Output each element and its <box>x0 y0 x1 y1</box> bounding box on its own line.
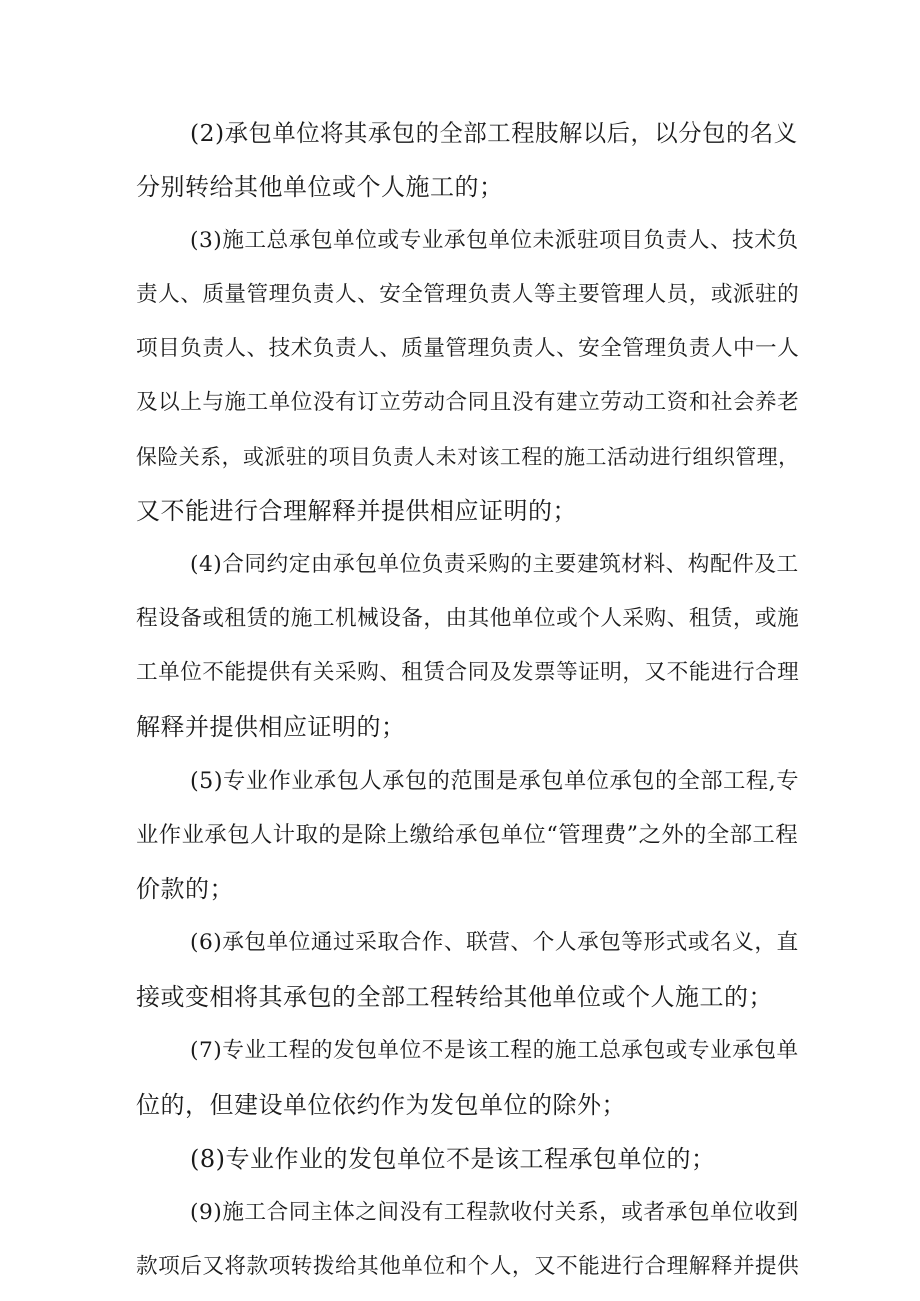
paragraph-9-line-1: (9)施工合同主体之间没有工程款收付关系，或者承包单位收到 <box>190 1200 799 1225</box>
paragraph-7-line-2: 位的，但建设单位依约作为发包单位的除外； <box>136 1091 626 1119</box>
paragraph-8-line-1: (8)专业作业的发包单位不是该工程承包单位的； <box>190 1145 716 1173</box>
paragraph-3-line-1: (3)施工总承包单位或专业承包单位未派驻项目负责人、技术负 <box>190 228 799 253</box>
paragraph-4-line-2: 程设备或租赁的施工机械设备，由其他单位或个人采购、租赁，或施 <box>136 606 800 631</box>
paragraph-5-line-1: (5)专业作业承包人承包的范围是承包单位承包的全部工程,专 <box>190 768 799 794</box>
paragraph-6-line-2: 接或变相将其承包的全部工程转给其他单位或个人施工的； <box>136 983 773 1011</box>
paragraph-3-line-3: 项目负责人、技术负责人、质量管理负责人、安全管理负责人中一人 <box>136 336 800 361</box>
paragraph-7-line-1: (7)专业工程的发包单位不是该工程的施工总承包或专业承包单 <box>190 1038 799 1063</box>
paragraph-5-line-2: 业作业承包人计取的是除上缴给承包单位“管理费”之外的全部工程 <box>136 822 799 848</box>
paragraph-4-line-1: (4)合同约定由承包单位负责采购的主要建筑材料、构配件及工 <box>190 552 799 577</box>
paragraph-4-line-4: 解释并提供相应证明的； <box>136 713 406 741</box>
paragraph-2-line-2: 分别转给其他单位或个人施工的； <box>136 173 504 201</box>
paragraph-3-line-4: 及以上与施工单位没有订立劳动合同且没有建立劳动工资和社会养老 <box>136 390 800 415</box>
paragraph-6-line-1: (6)承包单位通过采取合作、联营、个人承包等形式或名义，直 <box>190 930 799 955</box>
paragraph-3-line-6: 又不能进行合理解释并提供相应证明的； <box>136 497 577 525</box>
paragraph-3-line-5: 保险关系，或派驻的项目负责人未对该工程的施工活动进行组织管理， <box>136 445 800 469</box>
paragraph-2-line-1: (2)承包单位将其承包的全部工程肢解以后，以分包的名义 <box>190 119 798 147</box>
paragraph-5-line-3: 价款的； <box>136 875 234 903</box>
paragraph-9-line-2: 款项后又将款项转拨给其他单位和个人，又不能进行合理解释并提供 <box>136 1254 800 1279</box>
paragraph-4-line-3: 工单位不能提供有关采购、租赁合同及发票等证明，又不能进行合理 <box>136 660 800 685</box>
paragraph-3-line-2: 责人、质量管理负责人、安全管理负责人等主要管理人员，或派驻的 <box>136 282 800 307</box>
